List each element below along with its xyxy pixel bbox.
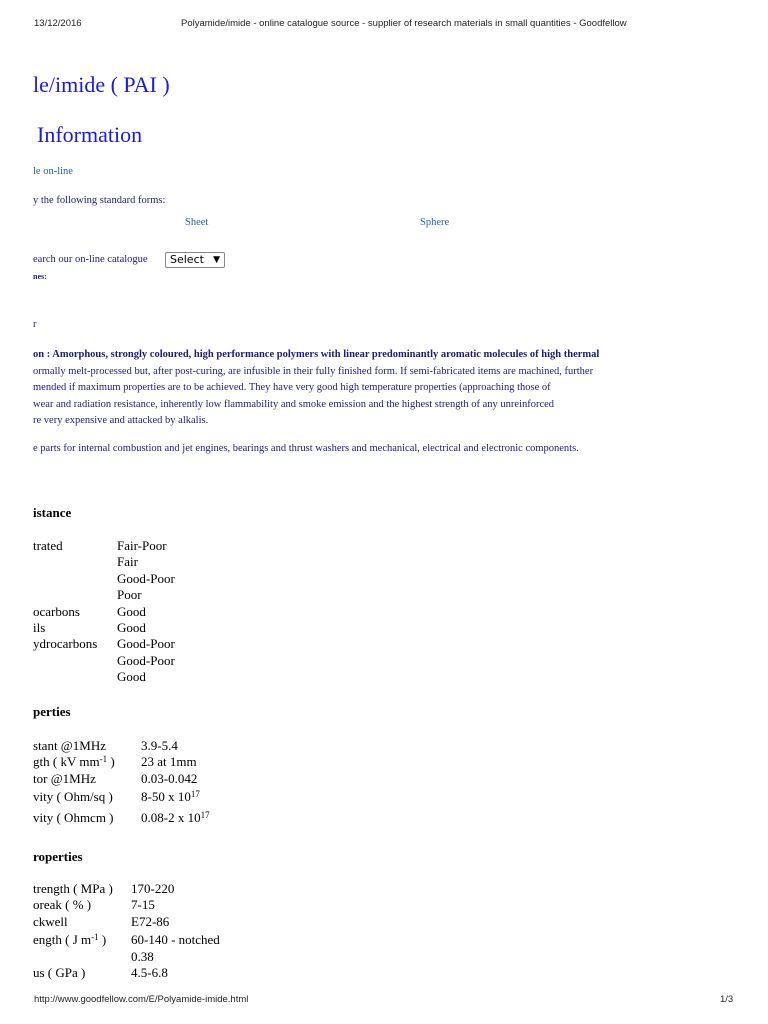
form-link-sphere[interactable]: Sphere (420, 217, 450, 228)
table-row: Poor (117, 587, 142, 603)
table-row: ckwell E72-86 (33, 913, 170, 929)
table-row: stant @1MHz 3.9-5.4 (33, 738, 178, 753)
online-link[interactable]: le on-line (33, 166, 73, 177)
print-url: http://www.goodfellow.com/E/Polyamide-imide.html (34, 994, 249, 1005)
catalogue-select-value: Select (170, 253, 204, 266)
table-row: vity ( Ohmcm ) 0.08-2 x $10^{17}$ (33, 809, 210, 825)
description-line: wear and radiation resistance, inherently low flammability and smoke emission and the highest strength of any unreinforced (33, 399, 555, 410)
description-line: on : Amorphous, strongly coloured, high performance polymers with linear predominantly aromatic molecules of high thermal (33, 349, 600, 360)
information-heading: Information (37, 122, 143, 147)
mechanical-properties-heading: roperties (33, 849, 83, 864)
table-row: Good-Poor (117, 652, 175, 668)
table-row: gth ( kV $mm^{-1}$ ) 23 at 1mm (33, 754, 197, 770)
description-line: ormally melt-processed but, after post-curing, are infusible in their fully finished form. If semi-fabricated items are machined, further (33, 366, 594, 377)
names-label: nes: (33, 272, 47, 281)
table-row: trated Fair-Poor (33, 538, 167, 553)
table-row: Fair (117, 554, 138, 570)
page-title: le/imide ( PAI ) (33, 72, 170, 97)
electrical-properties-table (33, 738, 210, 826)
description-line: mended if maximum properties are to be achieved. They have very good high temperature properties (approaching those of (33, 382, 551, 393)
print-page-number: 1/3 (720, 994, 734, 1005)
catalogue-select[interactable] (165, 252, 225, 268)
table-row: ength ( J $m^{-1}$ ) 60-140 - notched (33, 932, 220, 948)
table-row: oreak ( % ) 7-15 (33, 897, 155, 913)
chemical-resistance-heading: istance (33, 505, 72, 520)
table-row: vity ( Ohm/sq ) 8-50 x $10^{17}$ (33, 789, 200, 805)
applications-text: e parts for internal combustion and jet engines, bearings and thrust washers and mechanical, electrical and electronic components. (33, 443, 579, 454)
table-row: 0.38 (131, 948, 154, 964)
forms-intro: y the following standard forms: (33, 195, 166, 206)
print-page-title: Polyamide/imide - online catalogue source - supplier of research materials in small quantities - Goodfellow (181, 18, 627, 29)
stray-mark: r (33, 319, 37, 330)
table-row: ils Good (33, 620, 146, 636)
electrical-properties-heading: perties (33, 704, 71, 719)
table-row: tor @1MHz 0.03-0.042 (33, 770, 198, 786)
table-row: ydrocarbons Good-Poor (33, 636, 175, 652)
print-date: 13/12/2016 (34, 18, 82, 29)
description-line: re very expensive and attacked by alkalis. (33, 415, 209, 426)
catalogue-search-label: earch our on-line catalogue (33, 254, 148, 265)
chevron-down-icon: ▼ (213, 255, 220, 265)
mechanical-properties-table (33, 881, 220, 981)
table-row: ocarbons Good (33, 603, 146, 619)
table-row: Good-Poor (117, 570, 175, 586)
table-row: Good (117, 669, 146, 685)
table-row: trength ( MPa ) 170-220 (33, 881, 175, 896)
form-link-sheet[interactable]: Sheet (185, 217, 209, 228)
table-row: us ( GPa ) 4.5-6.8 (33, 965, 168, 981)
chemical-resistance-table (33, 538, 175, 686)
